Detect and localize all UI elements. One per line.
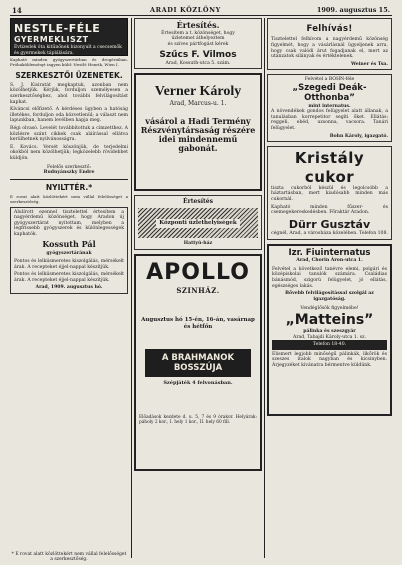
kossuth-name: Kossuth Pál (42, 238, 96, 249)
column-right (267, 18, 392, 420)
apollo-note: Szépjáték 4 felvonásban. (163, 380, 233, 387)
matteins-tel: Telefon 18-40. (272, 340, 387, 350)
durr-name: Dürr Gusztáv (288, 217, 371, 231)
fiuint-sign: Bővebb felvilágosítással szolgál az igazgatóság. (285, 291, 374, 302)
nestle-tagline: Évtizedek óta kitűnőnek bizonyult a csecsemők és gyermekek táplálására. (14, 45, 122, 56)
ertesites-line: és szíves pártfogást kérek (167, 41, 229, 47)
kossuth-sign: Arad, 1909. augusztus hó. (35, 285, 103, 291)
verner-ad (134, 73, 262, 191)
apollo-dates: Augusztus hó 15-én, 16-án, vasárnap és hétfőn (141, 317, 255, 331)
szerk-paragraph: E. Kovács. Versét köszönjük, de terjedelmi okokból nem közölhetjük; legközelebb rövidebbet küldjön. (10, 144, 128, 162)
bohn-ad (267, 74, 392, 142)
felhivas-sign: Weiner és Tsa. (350, 61, 388, 67)
matteins-addr: Arad, Tabajdi Károly-utca 1. sz. (293, 334, 366, 340)
nestle-footer: Kapható minden gyógyszertárban és drogériában. Próbaküldeményt ingyen küld: Nestlé Henrik, Wien I. (10, 57, 128, 67)
kossuth-body: Pontos és lelkiismeretes kiszolgálás, mérsékelt árak. A recepteket éjjel-nappal készítjük. (14, 272, 124, 283)
verner-body: vásárol a Hadi Termény Részvénytársaság részére idei mindennemű gabonát. (140, 116, 256, 154)
apollo-ad (134, 254, 262, 471)
nestle-ad (10, 18, 128, 56)
verner-name: Verner Károly (154, 84, 242, 100)
fiuint-name: Izr. Fiuinternatus (288, 247, 371, 258)
fiuint-addr: Arad, Chorin Áron-utca 1. (296, 258, 363, 264)
nyiltter-note: E rovat alatt közlöttekért nem vállal felelősséget a szerkesztőség. (10, 193, 128, 204)
kossuth-body: Pontos és lelkiismeretes kiszolgálás, mérsékelt árak. A recepteket éjjel-nappal készítjük. (14, 259, 124, 270)
bohn-title: „Szegedi Deák-Otthonba” (292, 82, 367, 104)
felelos-label: Felelős szerkesztő: (46, 164, 92, 170)
column-rule-2 (264, 18, 265, 558)
divider (10, 179, 128, 180)
column-left (10, 18, 128, 298)
kristaly-ad (267, 146, 392, 240)
matteins-name: „Matteins” (285, 311, 374, 328)
felelos-block (10, 165, 128, 176)
kossuth-intro: Alulírott ezennel tisztelettel értesítem a nagyérdemű közönséget, hogy Aradon új gyógyszertárat nyitottam, melyben a legfrissebb gyógyszerek és különlegességek kaphatók. (14, 209, 124, 238)
felelos-name: Rudnyánszky Endre (43, 170, 95, 176)
szucs-name: Szűcs F. Vilmos (159, 49, 237, 60)
felhivas-body: Tisztelettel felhívom a nagyérdemű közönség figyelmét, hogy a vásárlásnál ügyeljenek arra, hogy csak valódi árut fogadjanak el, mert az utánzatok silányak és értéktelenek. (271, 37, 388, 60)
apollo-footer: Előadások kezdete d. u. 5, 7 és 9 órakor. Helyárak: páholy 2 kor., I. hely 1 kor., II. hely 60 fill. (139, 414, 257, 425)
szerk-paragraph: S. J. Kisiratát megkaptuk, azonban nem közölhetjük. Kérjük, forduljon személyesen a szerkesztőséghez, ahol további felvilágosítást kaphat. (10, 82, 128, 105)
bohn-sub: mint internatus. (308, 103, 351, 109)
szucs-addr: Arad, Kossuth-utca 5. szám. (165, 60, 231, 66)
szerk-paragraph: Régi olvasó. Levelét továbbítottuk a címzetthez. A közlésre szánt cikkek csak aláírással ellátva kerülhetnek nyilvánosságra. (10, 126, 128, 143)
szerk-title: SZERKESZTŐI ÜZENETEK. (15, 70, 123, 80)
kristaly-body: tiszta cukorból készül és legolcsóbb a háztartásban, mert kiadósabb minden más cukornál. (271, 185, 388, 202)
fiuint-body: Felvétel a következő tanévre elemi, polgári és középiskolai tanulók számára. Családias bánásmód, szigorú felügyelet, jó ellátás, egészséges lakás. (272, 266, 387, 289)
matteins-pre: Vendéglősök figyelmébe! (300, 306, 359, 312)
bottom-note: * E rovat alatt közlöttekért nem vállal felelősséget a szerkesztőség. (11, 552, 127, 563)
matteins-sub: pálinka és szeszgyár (303, 328, 356, 334)
apollo-film: A BRAHMANOK BOSSZÚJA (145, 349, 251, 378)
verner-sub: Arad, Marcus-u. 1. (169, 100, 227, 108)
felhivas-ad (267, 18, 392, 70)
masthead: ARADI KÖZLÖNY (150, 6, 221, 14)
bohn-intro: Felvétel a BOHN-féle (304, 77, 355, 83)
kossuth-sub: gyógyszertárának (46, 251, 92, 257)
ertesites-line: üzletemet áthelyeztem (171, 36, 225, 42)
kristaly-body-2: Kapható minden fűszer- és csemegekereskedésben. Főraktár Aradon. (271, 204, 388, 216)
matteins-body: Elismert legjobb minőségű pálinkák, likőrök és szeszes italok nagyban és kicsinyben. Árjegyzéket kívánatra bérmentve küldünk. (272, 351, 387, 368)
kozponti-ad (134, 195, 262, 250)
kozponti-line: Hattyú-ház (183, 241, 213, 247)
column-rule-1 (131, 18, 132, 558)
issue-date: 1909. augusztus 15. (316, 6, 390, 14)
apollo-name: APOLLO (146, 260, 250, 285)
bohn-body: A növendékek gondos felügyelet alatt állanak, a tanulásban korrepetitor segíti őket. Ellátás: reggeli, ebéd, uzsonna, vacsora. Tanári felügyelet. (271, 109, 388, 132)
kristaly-name: Kristály cukor (294, 149, 365, 186)
kozponti-line: Központi üzlethelyiségek (156, 219, 239, 228)
bohn-sign: Bohn Károly, igazgató. (329, 133, 388, 139)
ertesites-title: Értesítés. (176, 20, 220, 30)
ertesites-line: Értesítem a t. közönséget, hogy (161, 30, 235, 36)
apollo-sub: SZINHÁZ. (176, 285, 220, 295)
column-middle (134, 18, 262, 475)
szerk-paragraph: Kíváncsi előfizető. A kérdéses ügyben a hatóság illetékes, forduljon oda közvetlenül; a választ nem lapunkban, hanem levélben kapja meg. (10, 107, 128, 124)
header-rule (10, 15, 392, 16)
kozponti-graphic (138, 208, 258, 238)
fiuint-ad (267, 244, 392, 416)
nestle-brand: NESTLE-FÉLE (14, 22, 101, 35)
kozponti-title: Értesítés (183, 198, 213, 206)
felhivas-title: Felhívás! (306, 24, 353, 34)
ertesites-ad (134, 18, 262, 69)
kossuth-notice (10, 207, 128, 294)
page-number: 14 (12, 6, 22, 15)
durr-body: cégnél, Arad, a városháza közelében. Telefon 108. (271, 231, 388, 237)
nestle-product: GYERMEKLISZT (14, 35, 89, 45)
nyiltter-title: NYILTTÉR.* (45, 182, 93, 192)
